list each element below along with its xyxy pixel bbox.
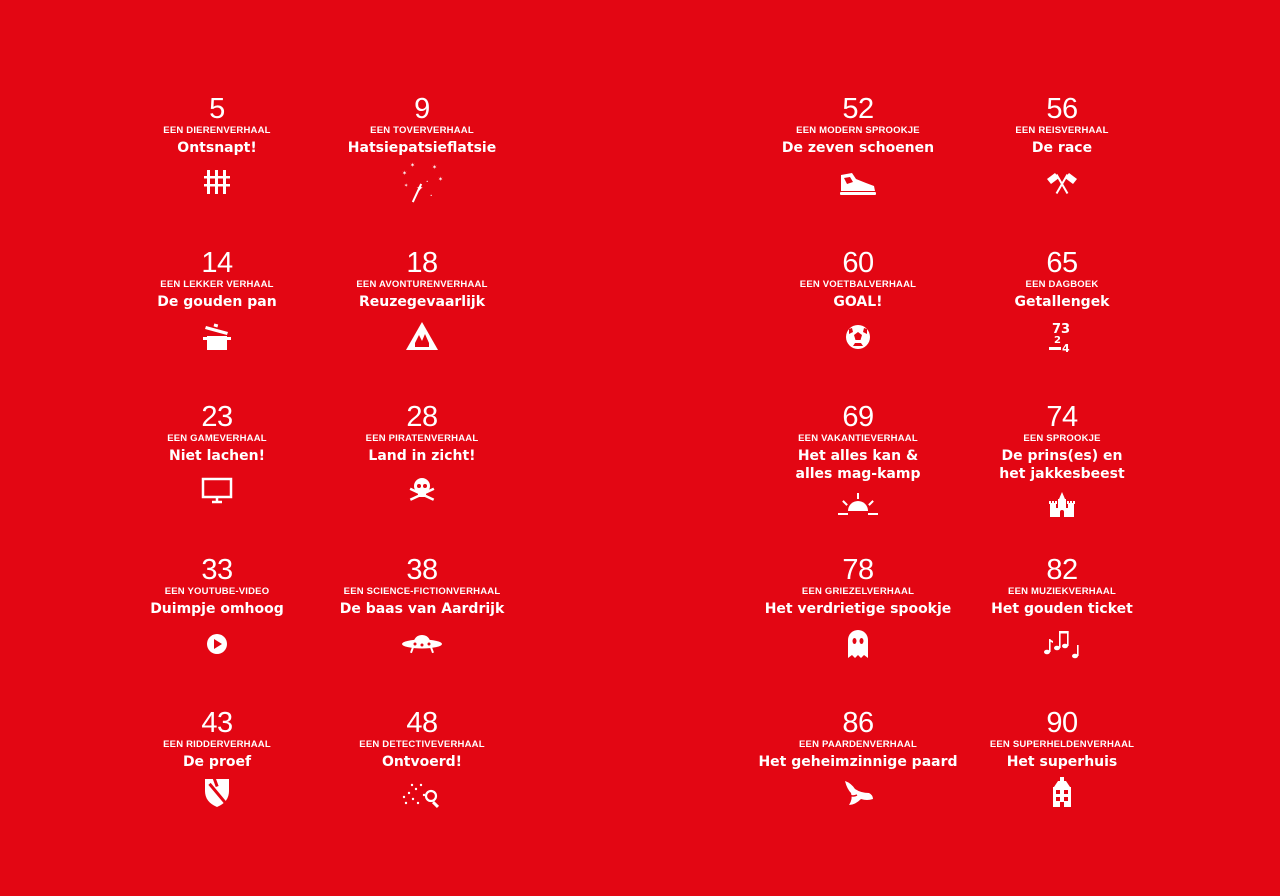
page-number: 52 xyxy=(842,93,874,125)
story-entry xyxy=(952,708,1172,809)
story-entry xyxy=(952,555,1172,660)
page-number: 60 xyxy=(842,247,874,279)
svg-text:✦: ✦ xyxy=(416,184,424,194)
story-entry xyxy=(748,402,968,519)
page-number: 65 xyxy=(1046,247,1078,279)
story-title: De race xyxy=(1031,140,1093,156)
play-button-icon xyxy=(200,626,234,660)
story-entry xyxy=(312,708,532,809)
story-title: De prins(es) en het jakkesbeest xyxy=(999,448,1125,482)
story-title: Land in zicht! xyxy=(368,448,476,464)
fence-icon xyxy=(200,165,234,199)
svg-text:•: • xyxy=(426,179,429,184)
story-title: Duimpje omhoog xyxy=(150,601,284,617)
ghost-icon xyxy=(841,626,875,660)
story-entry xyxy=(952,402,1172,519)
story-genre: EEN GAMEVERHAAL xyxy=(167,433,267,444)
svg-text:✶: ✶ xyxy=(410,162,416,169)
horse-icon xyxy=(841,775,875,809)
story-entry xyxy=(312,248,532,353)
story-entry xyxy=(748,708,968,809)
story-title: Ontvoerd! xyxy=(381,754,463,770)
page-number: 9 xyxy=(414,93,430,125)
svg-text:•: • xyxy=(430,193,433,198)
svg-text:✶: ✶ xyxy=(432,164,438,171)
story-genre: EEN VOETBALVERHAAL xyxy=(799,279,917,290)
story-genre: EEN TOVERVERHAAL xyxy=(370,125,474,136)
story-title: De gouden pan xyxy=(157,294,277,310)
story-title: Ontsnapt! xyxy=(177,140,257,156)
story-entry xyxy=(748,555,968,660)
story-genre: EEN REISVERHAAL xyxy=(1015,125,1109,136)
svg-text:✶: ✶ xyxy=(404,183,409,189)
story-genre: EEN SUPERHELDENVERHAAL xyxy=(989,739,1135,750)
mountain-icon xyxy=(405,319,439,353)
story-genre: EEN GRIEZELVERHAAL xyxy=(801,586,915,597)
svg-text:4: 4 xyxy=(1062,342,1070,353)
story-entry xyxy=(312,555,532,660)
story-title: Reuzegevaarlijk xyxy=(358,294,486,310)
page-number: 74 xyxy=(1046,401,1078,433)
story-genre: EEN YOUTUBE-VIDEO xyxy=(164,586,270,597)
story-genre: EEN PIRATENVERHAAL xyxy=(365,433,479,444)
story-title: Het alles kan & alles mag-kamp xyxy=(795,448,921,482)
story-entry xyxy=(312,94,532,205)
page-number: 43 xyxy=(201,707,233,739)
castle-icon xyxy=(1045,491,1079,519)
page-number: 78 xyxy=(842,554,874,586)
page-number: 14 xyxy=(201,247,233,279)
story-genre: EEN DIERENVERHAAL xyxy=(163,125,271,136)
shield-icon xyxy=(200,775,234,809)
story-entry xyxy=(107,708,327,809)
page-number: 23 xyxy=(201,401,233,433)
page-number: 48 xyxy=(406,707,438,739)
story-genre: EEN AVONTURENVERHAAL xyxy=(356,279,488,290)
story-genre: EEN PAARDENVERHAAL xyxy=(799,739,917,750)
page-number: 33 xyxy=(201,554,233,586)
story-genre: EEN MODERN SPROOKJE xyxy=(796,125,920,136)
story-title: Het verdrietige spookje xyxy=(764,601,952,617)
monitor-icon xyxy=(200,473,234,507)
football-icon xyxy=(841,319,875,353)
skull-crossbones-icon xyxy=(405,473,439,507)
story-title: De proef xyxy=(182,754,252,770)
svg-text:✶: ✶ xyxy=(438,176,444,183)
sneaker-icon xyxy=(838,165,878,199)
house-icon xyxy=(1045,775,1079,809)
story-entry xyxy=(107,94,327,199)
magnifier-icon xyxy=(400,775,444,809)
page-number: 38 xyxy=(406,554,438,586)
story-genre: EEN LEKKER VERHAAL xyxy=(160,279,274,290)
story-entry xyxy=(748,94,968,199)
page-number: 18 xyxy=(406,247,438,279)
story-title: Het superhuis xyxy=(1006,754,1118,770)
page-number: 86 xyxy=(842,707,874,739)
story-entry xyxy=(312,402,532,507)
numbers-icon xyxy=(1045,319,1079,353)
story-entry xyxy=(952,94,1172,199)
story-genre: EEN MUZIEKVERHAAL xyxy=(1008,586,1116,597)
page-number: 82 xyxy=(1046,554,1078,586)
magic-wand-icon xyxy=(398,161,446,205)
story-genre: EEN DAGBOEK xyxy=(1025,279,1099,290)
story-title: Hatsiepatsieflatsie xyxy=(347,140,497,156)
svg-text:✶: ✶ xyxy=(402,170,408,177)
music-notes-icon xyxy=(1042,626,1082,660)
svg-text:2: 2 xyxy=(1054,335,1061,346)
page-number: 90 xyxy=(1046,707,1078,739)
story-title: De baas van Aardrijk xyxy=(339,601,505,617)
svg-text:73: 73 xyxy=(1052,322,1071,337)
story-genre: EEN DETECTIVEVERHAAL xyxy=(359,739,485,750)
cooking-pot-icon xyxy=(200,319,234,353)
ufo-icon xyxy=(400,626,444,660)
story-entry xyxy=(748,248,968,353)
story-title: De zeven schoenen xyxy=(781,140,935,156)
story-entry xyxy=(107,555,327,660)
story-entry xyxy=(107,402,327,507)
story-genre: EEN SCIENCE-FICTIONVERHAAL xyxy=(343,586,501,597)
page-number: 5 xyxy=(209,93,225,125)
story-title: Niet lachen! xyxy=(169,448,265,464)
story-entry xyxy=(952,248,1172,353)
story-title: GOAL! xyxy=(833,294,883,310)
story-title: Het geheimzinnige paard xyxy=(758,754,958,770)
story-title: Het gouden ticket xyxy=(991,601,1133,617)
story-genre: EEN VAKANTIEVERHAAL xyxy=(798,433,918,444)
page-number: 69 xyxy=(842,401,874,433)
page-number: 56 xyxy=(1046,93,1078,125)
crossed-flags-icon xyxy=(1045,165,1079,199)
sunrise-icon xyxy=(836,491,880,519)
story-genre: EEN SPROOKJE xyxy=(1023,433,1101,444)
page-number: 28 xyxy=(406,401,438,433)
story-title: Getallengek xyxy=(1014,294,1110,310)
story-genre: EEN RIDDERVERHAAL xyxy=(163,739,271,750)
story-entry xyxy=(107,248,327,353)
